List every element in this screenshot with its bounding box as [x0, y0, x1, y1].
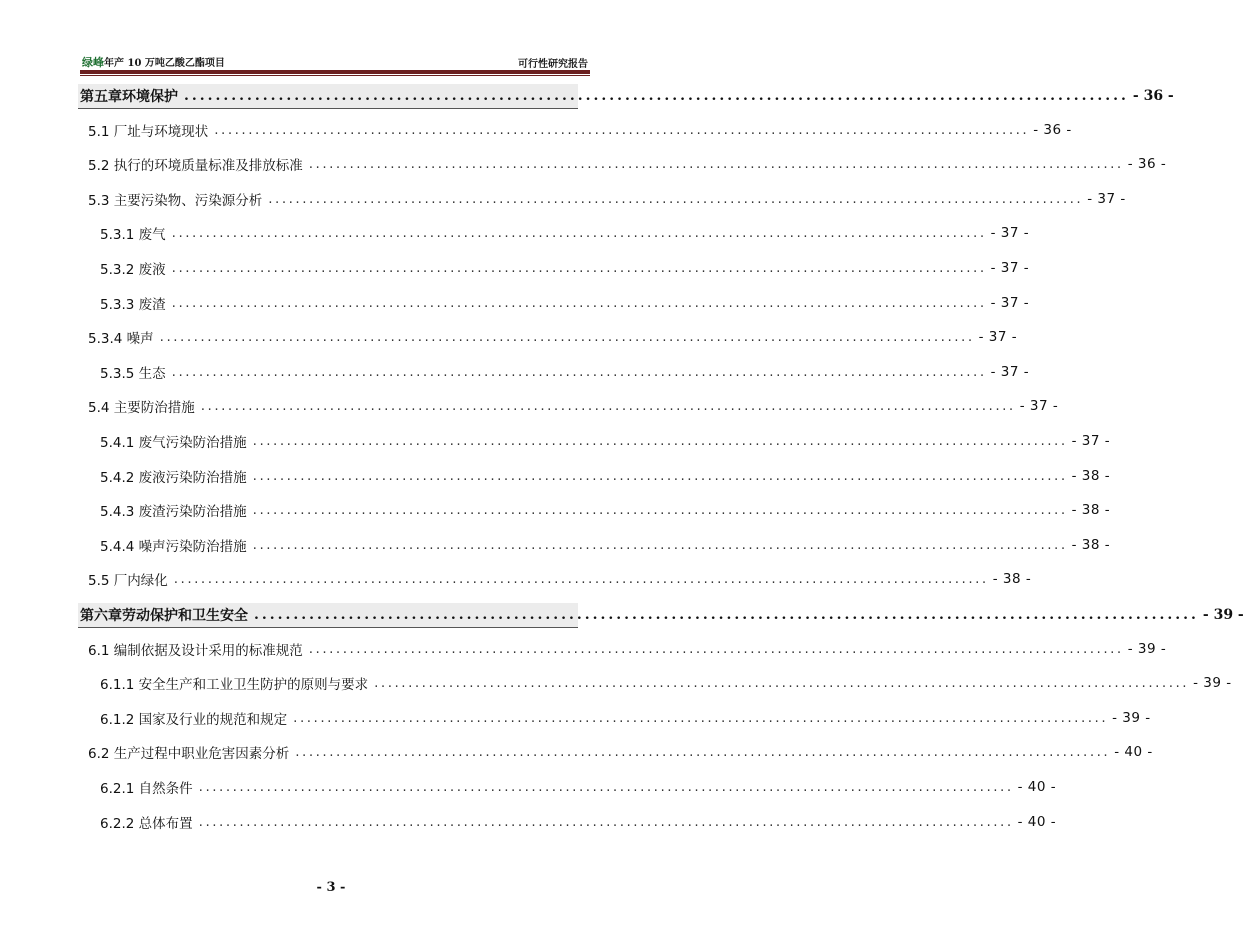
- toc-entry-label: 5.2 执行的环境质量标准及排放标准: [88, 158, 303, 174]
- leader-dots: ........................................................................................................................: [171, 225, 987, 241]
- chapter-title: 环境保护: [122, 89, 178, 105]
- leader-dots: ........................................................................................................................: [171, 295, 987, 311]
- toc-entry-row[interactable]: [100, 672, 1232, 694]
- leader-dots: ........................................................................................................................: [252, 468, 1068, 484]
- toc-entry-row[interactable]: [88, 119, 1072, 141]
- toc-entry-page-number: - 36 -: [1127, 156, 1167, 172]
- toc-entry-row[interactable]: [100, 292, 1030, 314]
- page-header: [80, 52, 590, 74]
- toc-entry-page-number: - 37 -: [978, 329, 1018, 345]
- leader-dots: ........................................................................................................................: [200, 398, 1016, 414]
- toc-entry-row[interactable]: [100, 257, 1030, 279]
- chapter-page-number: - 36 -: [1132, 88, 1174, 104]
- header-brand: 绿峰: [82, 56, 104, 69]
- header-project-title: [82, 54, 225, 70]
- toc-entry-page-number: - 39 -: [1193, 675, 1232, 691]
- toc-entry-page-number: - 40 -: [1017, 814, 1057, 830]
- toc-entry-page-number: - 40 -: [1114, 744, 1153, 760]
- toc-entry-label: 6.2.2 总体布置: [100, 816, 193, 832]
- toc-entry-page-number: - 37 -: [990, 364, 1030, 380]
- leader-dots: ........................................................................................................................: [198, 814, 1014, 830]
- toc-entry-row[interactable]: [88, 326, 1018, 348]
- chapter-number: 第六章: [80, 608, 122, 624]
- toc-entry-page-number: - 39 -: [1112, 710, 1151, 726]
- chapter-page-number: - 39 -: [1202, 607, 1244, 623]
- toc-entry-label: 5.4.1 废气污染防治措施: [100, 435, 247, 451]
- toc-entry-label: 5.3.4 噪声: [88, 331, 154, 347]
- toc-entry-label: 6.2.1 自然条件: [100, 781, 193, 797]
- leader-dots: ........................................................................................................................: [308, 641, 1124, 657]
- toc-entry-row[interactable]: [88, 568, 1032, 590]
- leader-dots: ........................................................................................................................: [171, 260, 987, 276]
- toc-entry-label: 6.2 生产过程中职业危害因素分析: [88, 746, 290, 762]
- leader-dots: ........................................................................................................................: [198, 779, 1014, 795]
- toc-entry-page-number: - 38 -: [1071, 537, 1111, 553]
- toc-entry-label: 5.3.1 废气: [100, 227, 166, 243]
- leader-dots: ........................................................................................................................: [308, 156, 1124, 172]
- toc-entry-page-number: - 38 -: [1071, 502, 1111, 518]
- toc-entry-label: 5.4.4 噪声污染防治措施: [100, 539, 247, 555]
- toc-entry-row[interactable]: [100, 465, 1111, 487]
- toc-entry-row[interactable]: [88, 741, 1153, 763]
- toc-entry-row[interactable]: [88, 395, 1059, 417]
- chapter-number: 第五章: [80, 89, 122, 105]
- toc-entry-page-number: - 36 -: [1033, 122, 1072, 138]
- toc-entry-page-number: - 37 -: [990, 295, 1030, 311]
- leader-dots: ........................................................................................................................: [293, 710, 1109, 726]
- leader-dots: ........................................................................................................................: [268, 191, 1084, 207]
- toc-entry-page-number: - 40 -: [1017, 779, 1057, 795]
- toc-entry-row[interactable]: [100, 361, 1030, 383]
- toc-entry-row[interactable]: [100, 776, 1057, 798]
- toc-entry-row[interactable]: [100, 499, 1111, 521]
- toc-chapter-row[interactable]: [78, 84, 1174, 109]
- toc-entry-row[interactable]: [88, 638, 1167, 660]
- leader-dots: ........................................................................................................................: [252, 433, 1068, 449]
- leader-dots: ........................................................................................................................: [173, 571, 989, 587]
- toc-entry-label: 5.1 厂址与环境现状: [88, 124, 209, 140]
- toc-entry-page-number: - 38 -: [1071, 468, 1111, 484]
- page-number: - 3 -: [316, 880, 346, 895]
- leader-dots: ........................................................................................................................: [254, 607, 1199, 623]
- leader-dots: ........................................................................................................................: [184, 88, 1129, 104]
- leader-dots: ........................................................................................................................: [252, 537, 1068, 553]
- leader-dots: ........................................................................................................................: [374, 675, 1190, 691]
- toc-entry-row[interactable]: [100, 534, 1111, 556]
- chapter-title: 劳动保护和卫生安全: [122, 608, 248, 624]
- toc-entry-row[interactable]: [100, 707, 1151, 729]
- toc-entry-label: 5.4 主要防治措施: [88, 400, 195, 416]
- toc-entry-label: 6.1.1 安全生产和工业卫生防护的原则与要求: [100, 677, 369, 693]
- toc-entry-page-number: - 38 -: [992, 571, 1032, 587]
- toc-entry-page-number: - 37 -: [1071, 433, 1111, 449]
- header-rule-thin: [80, 75, 590, 76]
- leader-dots: ........................................................................................................................: [159, 329, 975, 345]
- toc-entry-page-number: - 37 -: [990, 260, 1030, 276]
- header-rule: [80, 70, 590, 74]
- header-report-type: 可行性研究报告: [518, 59, 588, 70]
- toc-entry-page-number: - 37 -: [1019, 398, 1059, 414]
- toc-entry-label: 5.4.3 废渣污染防治措施: [100, 504, 247, 520]
- toc-chapter-row[interactable]: [78, 603, 1244, 628]
- toc-entry-label: 5.3.5 生态: [100, 366, 166, 382]
- toc-entry-label: 5.3.2 废液: [100, 262, 166, 278]
- toc-entry-label: 5.4.2 废液污染防治措施: [100, 470, 247, 486]
- toc-entry-label: 6.1.2 国家及行业的规范和规定: [100, 712, 288, 728]
- toc-entry-label: 5.5 厂内绿化: [88, 573, 168, 589]
- leader-dots: ........................................................................................................................: [214, 122, 1030, 138]
- header-project-name: 年产 10 万吨乙酸乙酯项目: [104, 58, 225, 69]
- toc-entry-row[interactable]: [88, 153, 1167, 175]
- leader-dots: ........................................................................................................................: [295, 744, 1111, 760]
- toc-entry-label: 5.3.3 废渣: [100, 297, 166, 313]
- toc-entry-page-number: - 37 -: [990, 225, 1030, 241]
- toc-entry-page-number: - 37 -: [1087, 191, 1126, 207]
- toc-entry-page-number: - 39 -: [1127, 641, 1167, 657]
- toc-entry-row[interactable]: [100, 430, 1111, 452]
- leader-dots: ........................................................................................................................: [171, 364, 987, 380]
- toc-entry-row[interactable]: [100, 222, 1030, 244]
- toc-entry-label: 6.1 编制依据及设计采用的标准规范: [88, 643, 303, 659]
- toc-entry-row[interactable]: [88, 188, 1126, 210]
- leader-dots: ........................................................................................................................: [252, 502, 1068, 518]
- toc-entry-label: 5.3 主要污染物、污染源分析: [88, 193, 263, 209]
- toc-entry-row[interactable]: [100, 811, 1057, 833]
